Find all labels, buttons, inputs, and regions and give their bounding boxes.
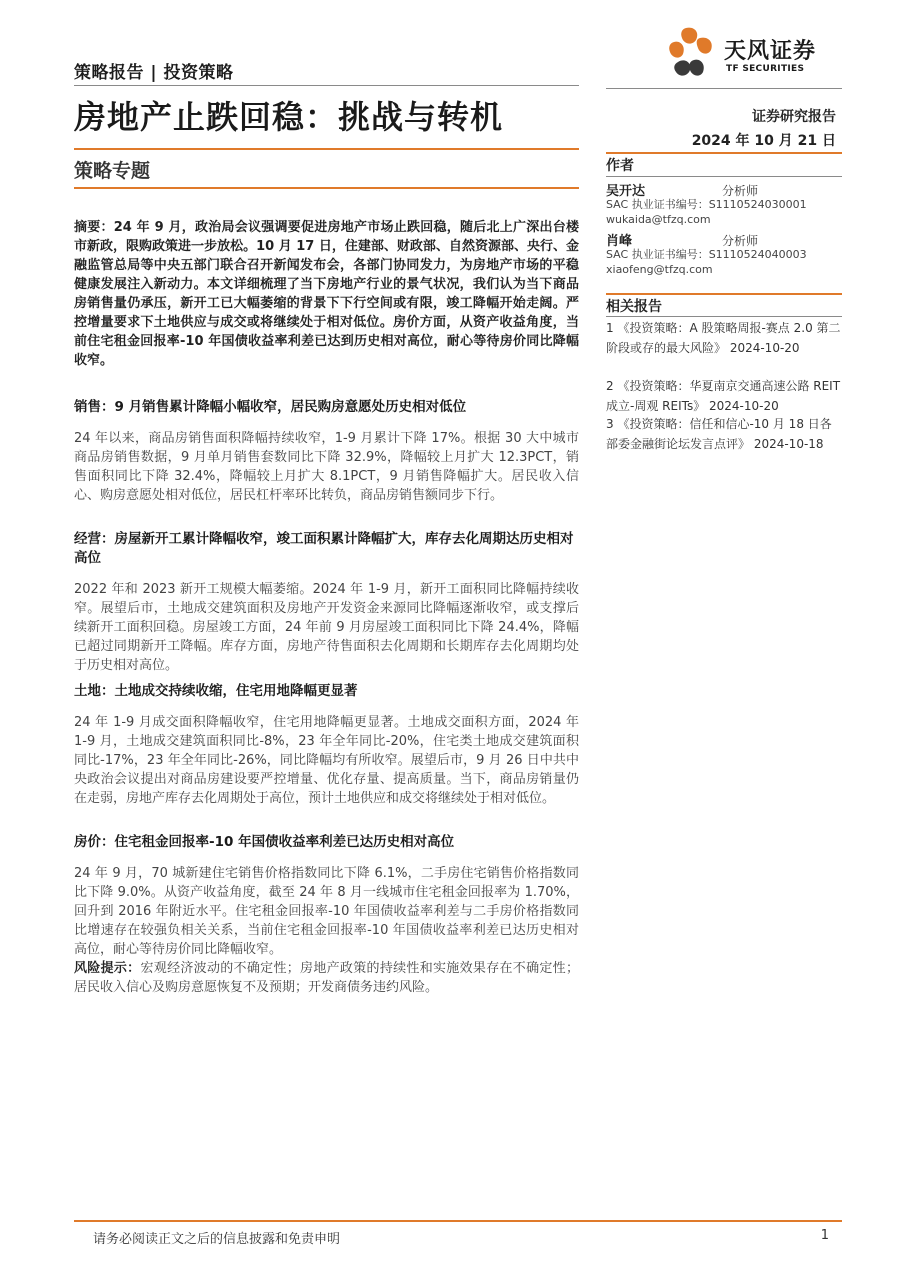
page-number: 1 — [820, 1228, 829, 1243]
analyst-cert: SAC 执业证书编号：S1110524040003 — [606, 248, 807, 261]
section-text: 24 年 1-9 月成交面积降幅收窄，住宅用地降幅更显著。土地成交面积方面，2024 年 1-9 月，土地成交建筑面积同比-8%，23 年全年同比-20%，住宅类土地成交建筑面积同比-17%，23 年全年同比-26%，同比降幅均有所收窄。展望后市，9 月 26 日中共中央政治会议提出对商品房建设要严控增量、优化存量、提高质量。当下，商品房销量仍在走弱，房地产库存去化周期处于高位，预计土地供应和成交将继续处于相对低位。 — [74, 715, 579, 806]
header-divider — [74, 85, 579, 86]
footer-disclaimer: 请务必阅读正文之后的信息披露和免责申明 — [93, 1232, 341, 1247]
tf-logo-icon — [666, 24, 718, 82]
analyst-cert: SAC 执业证书编号：S1110524030001 — [606, 198, 807, 211]
section-text: 2022 年和 2023 新开工规模大幅萎缩。2024 年 1-9 月，新开工面积同比降幅持续收窄。展望后市，土地成交建筑面积及房地产开发资金来源同比降幅逐渐收窄，或支撑后续新开工面积回稳。房屋竣工方面，24 年前 9 月房屋竣工面积同比下降 24.4%，降幅已超过同期新开工降幅。库存方面，房地产待售面积去化周期和长期库存去化周期均处于历史相对高位。 — [74, 582, 579, 673]
section-text: 24 年 9 月，70 城新建住宅销售价格指数同比下降 6.1%，二手房住宅销售价格指数同比下降 9.0%。从资产收益角度，截至 24 年 8 月一线城市住宅租金回报率为 1.70%，回升到 2016 年附近水平。住宅租金回报率-10 年国债收益率利差与二手房价格指数同比增速存在较强负相关关系，当前住宅租金回报率-10 年国债收益率利差已达历史相对高位，耐心等待房价同比降幅收窄。 — [74, 866, 579, 957]
related-report-item: 3 《投资策略：信任和信心-10 月 18 日各部委金融街论坛发言点评》 2024-10-18 — [606, 417, 832, 451]
authors-divider — [606, 176, 842, 177]
logo-name-cn: 天风证券 — [724, 39, 817, 64]
section-text: 24 年以来，商品房销售面积降幅持续收窄，1-9 月累计下降 17%。根据 30 大中城市商品房销售数据，9 月单月销售套数同比下降 32.9%，降幅较上月扩大 12.3PCT，销售面积同比下降 32.4%，降幅较上月扩大 8.1PCT，9 月销售降幅扩大。居民收入信心、购房意愿处相对低位，居民杠杆率环比转负，商品房销售额同步下行。 — [74, 431, 579, 503]
report-date: 2024 年 10 月 21 日 — [691, 133, 836, 149]
report-subtitle: 策略专题 — [74, 160, 151, 182]
analyst-role: 分析师 — [722, 234, 759, 248]
analyst-email: wukaida@tfzq.com — [606, 213, 711, 226]
authors-heading: 作者 — [606, 158, 634, 174]
report-type: 证券研究报告 — [752, 109, 836, 125]
analyst-email: xiaofeng@tfzq.com — [606, 263, 713, 276]
footer-divider — [74, 1220, 842, 1222]
section-heading: 土地：土地成交持续收缩，住宅用地降幅更显著 — [74, 683, 358, 699]
section-heading: 销售：9 月销售累计降幅小幅收窄，居民购房意愿处历史相对低位 — [74, 399, 467, 415]
subtitle-divider — [74, 187, 579, 189]
risk-label: 风险提示： — [74, 961, 141, 976]
logo-name-en: TF SECURITIES — [726, 64, 805, 74]
tf-securities-logo — [666, 24, 836, 84]
logo-divider — [606, 88, 842, 89]
related-report-item: 2 《投资策略：华夏南京交通高速公路 REIT 成立-周观 REITs》 2024-10-20 — [606, 379, 841, 413]
risk-text: 宏观经济波动的不确定性；房地产政策的持续性和实施效果存在不确定性；居民收入信心及购房意愿恢复不及预期；开发商债务违约风险。 — [74, 961, 579, 995]
section-heading: 经营：房屋新开工累计降幅收窄，竣工面积累计降幅扩大，库存去化周期达历史相对高位 — [74, 531, 574, 566]
related-divider-top — [606, 293, 842, 295]
risk-disclosure — [74, 959, 579, 997]
abstract: 摘要：24 年 9 月，政治局会议强调要促进房地产市场止跌回稳，随后北上广深出台楼市新政，限购政策进一步放松。10 月 17 日，住建部、财政部、自然资源部、央行、金融监管总局等中央五部门联合召开新闻发布会，各部门协同发力，为房地产市场的平稳健康发展注入新动力。本文详细梳理了当下房地产行业的景气状况，我们认为当下商品房销售量仍承压，新开工已大幅萎缩的背景下下行空间或有限，竣工降幅开始走阔。严控增量要求下土地供应与成交或将继续处于相对低位。房价方面，从资产收益角度，当前住宅租金回报率-10 年国债收益率利差已达到历史相对高位，耐心等待房价同比降幅收窄。 — [74, 220, 579, 368]
title-divider — [74, 148, 579, 150]
analyst-name: 吴开达 — [606, 184, 646, 199]
section-heading: 房价：住宅租金回报率-10 年国债收益率利差已达历史相对高位 — [74, 834, 455, 850]
report-title: 房地产止跌回稳：挑战与转机 — [74, 98, 504, 136]
sidebar-divider-top — [606, 152, 842, 154]
analyst-role: 分析师 — [722, 184, 759, 198]
analyst-name: 肖峰 — [606, 234, 633, 249]
related-report-item: 1 《投资策略：A 股策略周报-赛点 2.0 第二阶段或存的最大风险》 2024-10-20 — [606, 321, 841, 355]
related-divider — [606, 316, 842, 317]
report-category: 策略报告 | 投资策略 — [74, 63, 234, 83]
related-heading: 相关报告 — [606, 299, 662, 315]
